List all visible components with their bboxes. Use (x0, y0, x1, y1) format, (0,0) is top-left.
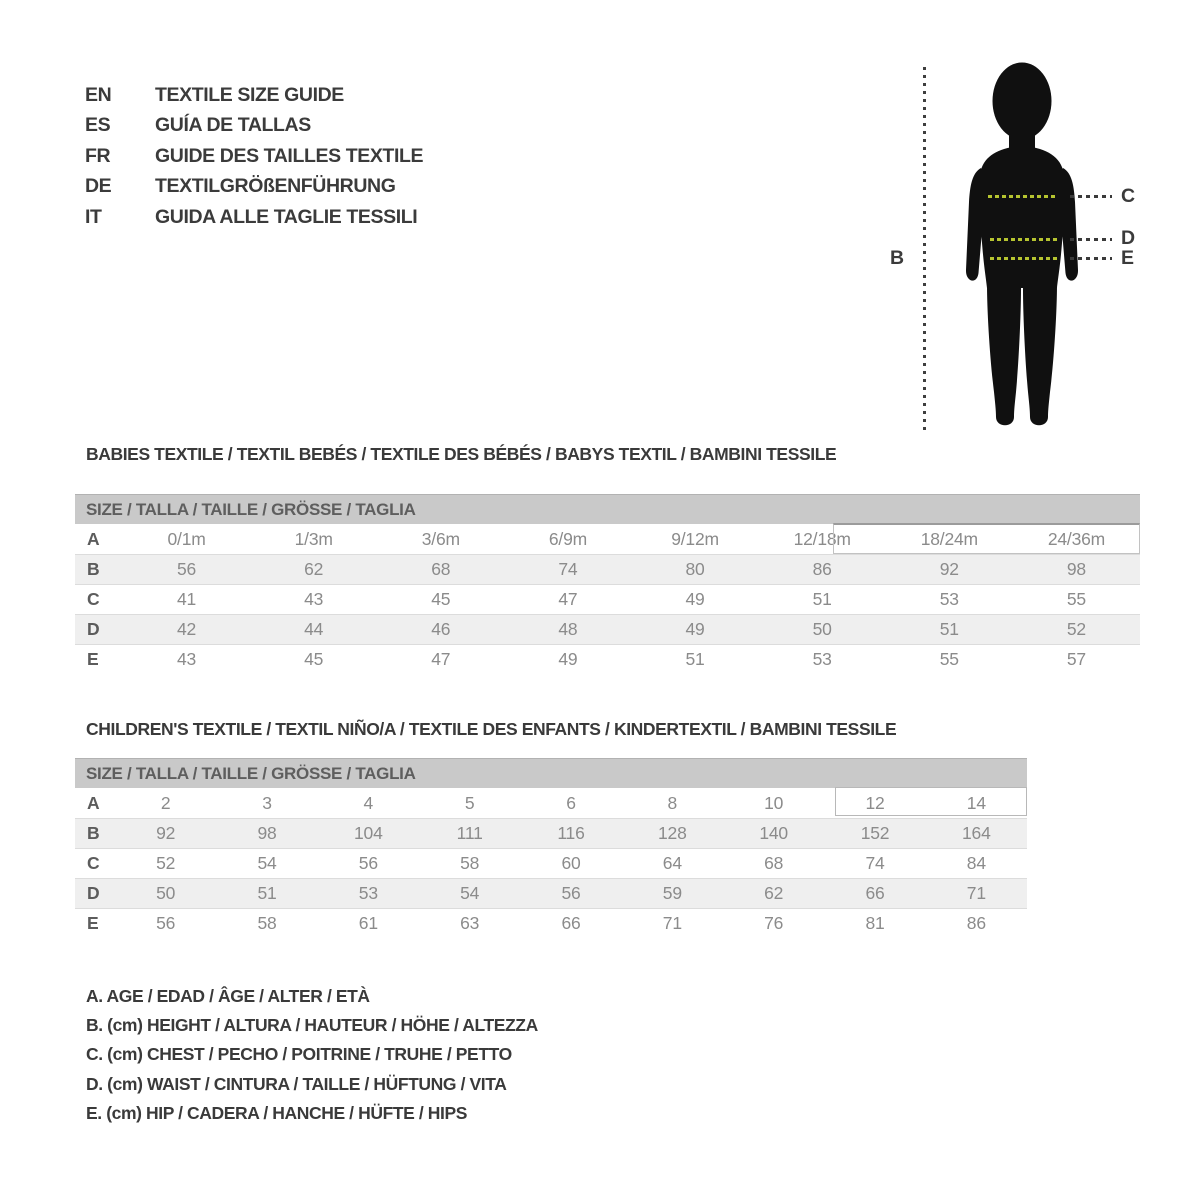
cell-value: 71 (966, 883, 986, 903)
table-row (75, 818, 1027, 848)
table-row (75, 788, 1027, 818)
cell-value: 98 (1066, 559, 1086, 579)
row-label: B (87, 559, 100, 579)
cell-value: 51 (812, 589, 832, 609)
children-section-title: CHILDREN'S TEXTILE / TEXTIL NIÑO/A / TEXTILE DES ENFANTS / KINDERTEXTIL / BAMBINI TESSILE (86, 719, 897, 739)
cell-value: 52 (156, 853, 176, 873)
language-row (85, 202, 423, 233)
cell-value: 51 (257, 883, 277, 903)
table-row (75, 584, 1140, 614)
cell-value: 0/1m (167, 528, 206, 549)
cell-value: 45 (431, 589, 451, 609)
cell-value: 81 (865, 913, 885, 933)
table-row (75, 878, 1027, 908)
language-code: EN (85, 83, 112, 106)
row-label: C (87, 589, 100, 609)
babies-size-table (75, 494, 1140, 674)
cell-value: 41 (177, 589, 197, 609)
cell-value: 58 (257, 913, 277, 933)
cell-value: 92 (156, 823, 176, 843)
cell-value: 52 (1066, 619, 1086, 639)
cell-value: 8 (667, 792, 678, 813)
cell-value: 50 (812, 619, 832, 639)
cell-value: 56 (177, 559, 197, 579)
chest-guide-dashes (1070, 195, 1112, 198)
cell-value: 58 (460, 853, 480, 873)
cell-value: 3 (262, 792, 272, 813)
guide-title: TEXTILGRÖßENFÜHRUNG (155, 175, 396, 198)
cell-value: 53 (812, 649, 832, 669)
row-label: B (87, 823, 100, 843)
cell-value: 63 (460, 913, 480, 933)
language-row (85, 172, 423, 203)
cell-value: 50 (156, 883, 176, 903)
cell-value: 56 (561, 883, 581, 903)
cell-value: 152 (860, 823, 890, 843)
cell-value: 3/6m (421, 528, 460, 549)
row-label: A (87, 528, 100, 549)
cell-value: 56 (156, 913, 176, 933)
row-label: D (87, 619, 100, 639)
cell-value: 51 (939, 619, 959, 639)
cell-value: 62 (764, 883, 784, 903)
cell-value: 43 (304, 589, 324, 609)
language-title-list (85, 80, 423, 233)
cell-value: 116 (557, 823, 585, 843)
children-table-rows (75, 788, 1027, 938)
cell-value: 55 (1066, 589, 1086, 609)
row-label: E (87, 649, 99, 669)
cell-value: 2 (160, 792, 171, 813)
cell-value: 61 (358, 913, 378, 933)
language-row (85, 111, 423, 142)
cell-value: 54 (257, 853, 277, 873)
cell-value: 74 (558, 559, 578, 579)
cell-value: 62 (304, 559, 324, 579)
height-measure-label: B (890, 247, 904, 269)
cell-value: 4 (363, 792, 374, 813)
measurement-legend (86, 982, 538, 1128)
table-row (75, 644, 1140, 674)
cell-value: 14 (966, 792, 986, 813)
cell-value: 140 (759, 823, 788, 843)
cell-value: 49 (558, 649, 578, 669)
children-size-table (75, 758, 1027, 938)
cell-value: 18/24m (920, 528, 978, 549)
cell-value: 164 (962, 823, 991, 843)
table-row (75, 908, 1027, 938)
guide-title: GUÍA DE TALLAS (155, 114, 311, 137)
cell-value: 45 (304, 649, 324, 669)
guide-title: TEXTILE SIZE GUIDE (155, 83, 344, 106)
cell-value: 5 (464, 792, 475, 813)
cell-value: 71 (662, 913, 682, 933)
cell-value: 46 (431, 619, 451, 639)
table-row (75, 524, 1140, 554)
row-label: C (87, 853, 100, 873)
cell-value: 24/36m (1047, 528, 1106, 549)
row-label: D (87, 883, 100, 903)
cell-value: 10 (764, 792, 784, 813)
language-row (85, 141, 423, 172)
legend-line: A. AGE / EDAD / ÂGE / ALTER / ETÀ (86, 986, 370, 1007)
cell-value: 66 (865, 883, 885, 903)
table-row (75, 848, 1027, 878)
guide-title: GUIDA ALLE TAGLIE TESSILI (155, 205, 418, 228)
guide-title: GUIDE DES TAILLES TEXTILE (155, 144, 424, 167)
table-row (75, 554, 1140, 584)
cell-value: 6/9m (548, 528, 587, 549)
row-label: E (87, 913, 99, 933)
legend-line: C. (cm) CHEST / PECHO / POITRINE / TRUHE / PETTO (86, 1044, 512, 1065)
cell-value: 1/3m (294, 528, 333, 549)
waist-guide-dashes (1070, 238, 1112, 241)
legend-line: B. (cm) HEIGHT / ALTURA / HAUTEUR / HÖHE / ALTEZZA (86, 1015, 538, 1036)
hip-guide-dashes (1070, 257, 1112, 260)
cell-value: 54 (460, 883, 480, 903)
cell-value: 76 (764, 913, 784, 933)
babies-section-title: BABIES TEXTILE / TEXTIL BEBÉS / TEXTILE DES BÉBÉS / BABYS TEXTIL / BAMBINI TESSILE (86, 444, 837, 464)
legend-line: D. (cm) WAIST / CINTURA / TAILLE / HÜFTUNG / VITA (86, 1073, 507, 1094)
language-code: ES (85, 114, 111, 137)
table-row (75, 614, 1140, 644)
cell-value: 68 (431, 559, 451, 579)
cell-value: 47 (558, 589, 578, 609)
cell-value: 56 (358, 853, 378, 873)
chest-body-dashes (988, 195, 1057, 198)
cell-value: 80 (685, 559, 705, 579)
cell-value: 12 (865, 792, 885, 813)
cell-value: 6 (566, 792, 576, 813)
cell-value: 74 (865, 853, 885, 873)
cell-value: 84 (966, 853, 986, 873)
child-silhouette (959, 62, 1085, 434)
cell-value: 68 (764, 853, 784, 873)
cell-value: 9/12m (671, 528, 719, 549)
cell-value: 53 (358, 883, 378, 903)
cell-value: 98 (257, 823, 277, 843)
cell-value: 104 (354, 823, 383, 843)
cell-value: 66 (561, 913, 581, 933)
babies-table-rows (75, 524, 1140, 674)
language-code: IT (85, 205, 102, 228)
cell-value: 60 (561, 853, 581, 873)
waist-body-dashes (990, 238, 1058, 241)
cell-value: 42 (177, 619, 197, 639)
language-code: FR (85, 144, 111, 167)
hip-measure-label: E (1121, 247, 1134, 269)
chest-measure-label: C (1121, 185, 1135, 207)
cell-value: 43 (177, 649, 197, 669)
row-label: A (87, 792, 100, 813)
cell-value: 57 (1066, 649, 1086, 669)
hip-body-dashes (990, 257, 1060, 260)
cell-value: 47 (431, 649, 451, 669)
cell-value: 128 (658, 823, 687, 843)
size-header-bar: SIZE / TALLA / TAILLE / GRÖSSE / TAGLIA (75, 758, 1027, 788)
size-header-bar: SIZE / TALLA / TAILLE / GRÖSSE / TAGLIA (75, 494, 1140, 524)
cell-value: 44 (304, 619, 324, 639)
cell-value: 64 (662, 853, 682, 873)
cell-value: 55 (939, 649, 959, 669)
legend-line: E. (cm) HIP / CADERA / HANCHE / HÜFTE / HIPS (86, 1102, 468, 1123)
height-dotted-line (923, 67, 926, 431)
cell-value: 53 (939, 589, 959, 609)
cell-value: 48 (558, 619, 578, 639)
language-row (85, 80, 423, 111)
cell-value: 86 (812, 559, 832, 579)
cell-value: 12/18m (793, 528, 851, 549)
cell-value: 51 (685, 649, 705, 669)
cell-value: 111 (456, 823, 483, 843)
cell-value: 86 (966, 913, 986, 933)
cell-value: 49 (685, 619, 705, 639)
cell-value: 92 (939, 559, 959, 579)
cell-value: 49 (685, 589, 705, 609)
language-code: DE (85, 175, 112, 198)
cell-value: 59 (662, 883, 682, 903)
waist-measure-label: D (1121, 227, 1135, 249)
